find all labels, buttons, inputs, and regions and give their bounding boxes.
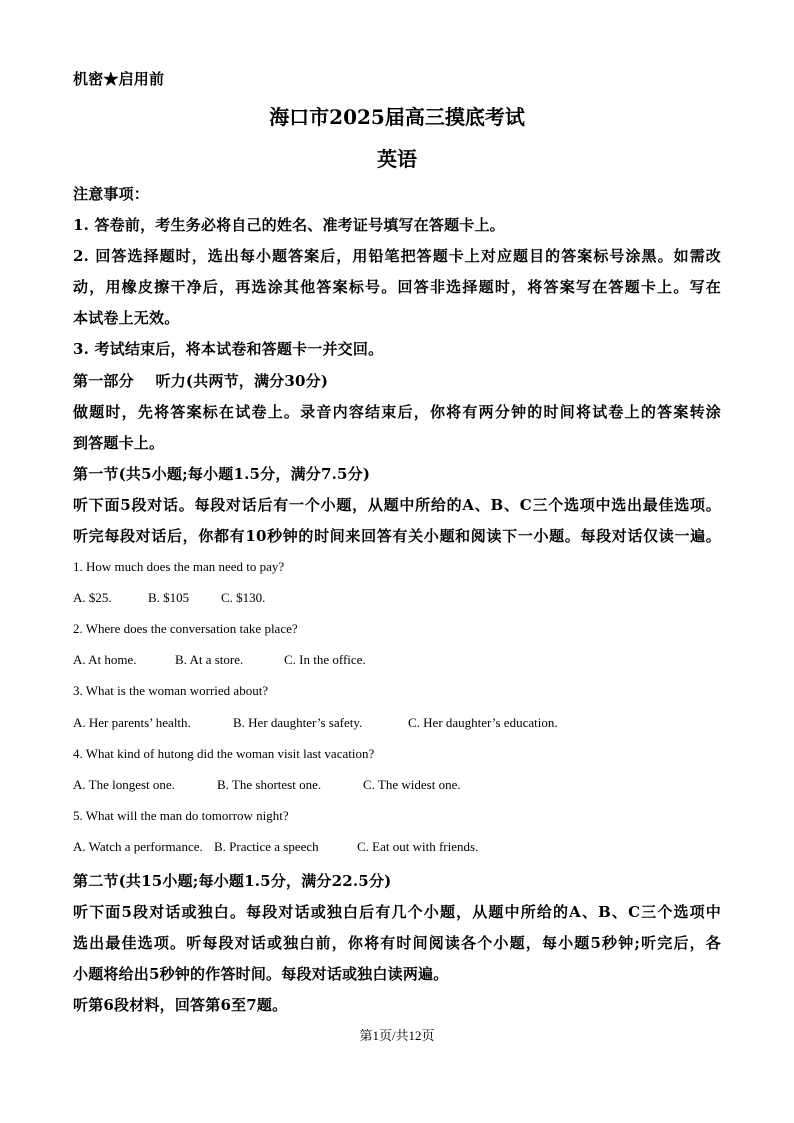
section-one-intro-line-1: 听下面5段对话。每段对话后有一个小题，从题中所给的A、B、C三个选项中选出最佳选项。 (73, 496, 721, 514)
question-1-option-b: B. $105 (148, 590, 190, 605)
part-one-intro-line-2: 到答题卡上。 (73, 434, 165, 452)
question-3-option-c: C. Her daughter’s education. (408, 715, 558, 730)
note-item-2-line-3: 本试卷上无效。 (73, 309, 180, 327)
question-4: 4. What kind of hutong did the woman visit last vacation? (73, 746, 375, 761)
question-3-option-b: B. Her daughter’s safety. (233, 715, 363, 730)
section-two-intro-line-3: 小题将给出5秒钟的作答时间。每段对话或独白读两遍。 (73, 965, 449, 983)
question-5-option-c: C. Eat out with friends. (357, 839, 479, 854)
subject-title: 英语 (377, 147, 417, 171)
part-one-intro-line-1: 做题时，先将答案标在试卷上。录音内容结束后，你将有两分钟的时间将试卷上的答案转涂 (73, 403, 721, 421)
question-3: 3. What is the woman worried about? (73, 683, 269, 698)
question-5-option-a: A. Watch a performance. (73, 839, 203, 854)
question-2-option-a: A. At home. (73, 652, 137, 667)
section-one-intro-line-2: 听完每段对话后，你都有10秒钟的时间来回答有关小题和阅读下一小题。每段对话仅读一遍。 (73, 527, 721, 545)
notes-heading: 注意事项： (73, 185, 150, 203)
confidential-label: 机密★启用前 (73, 70, 165, 88)
question-1-option-a: A. $25. (73, 590, 112, 605)
question-4-option-a: A. The longest one. (73, 777, 175, 792)
section-one-heading: 第一节(共5小题;每小题1.5分，满分7.5分) (73, 465, 371, 483)
section-two-heading: 第二节(共15小题;每小题1.5分，满分22.5分) (73, 872, 392, 890)
section-two-intro-line-2: 选出最佳选项。听每段对话或独白前，你将有时间阅读各个小题，每小题5秒钟;听完后，各 (73, 934, 721, 952)
question-2: 2. Where does the conversation take place? (73, 621, 298, 636)
question-5-option-b: B. Practice a speech (214, 839, 319, 854)
question-5: 5. What will the man do tomorrow night? (73, 808, 289, 823)
page-number: 第1页/共12页 (359, 1028, 435, 1043)
note-item-2-line-1: 2. 回答选择题时，选出每小题答案后，用铅笔把答题卡上对应题目的答案标号涂黑。如需改 (73, 247, 721, 265)
note-item-1: 1. 答卷前，考生务必将自己的姓名、准考证号填写在答题卡上。 (73, 216, 505, 234)
material-six-instruction: 听第6段材料，回答第6至7题。 (73, 996, 288, 1014)
section-two-intro-line-1: 听下面5段对话或独白。每段对话或独白后有几个小题，从题中所给的A、B、C三个选项中 (73, 903, 721, 921)
part-one-heading: 第一部分 听力(共两节，满分30分) (73, 372, 329, 390)
note-item-3: 3. 考试结束后，将本试卷和答题卡一并交回。 (73, 340, 384, 358)
question-3-option-a: A. Her parents’ health. (73, 715, 191, 730)
exam-title: 海口市2025届高三摸底考试 (269, 105, 525, 129)
question-1-option-c: C. $130. (221, 590, 266, 605)
note-item-2-line-2: 动，用橡皮擦干净后，再选涂其他答案标号。回答非选择题时，将答案写在答题卡上。写在 (73, 278, 721, 296)
question-1: 1. How much does the man need to pay? (73, 559, 285, 574)
question-2-option-b: B. At a store. (175, 652, 244, 667)
question-2-option-c: C. In the office. (284, 652, 366, 667)
question-4-option-b: B. The shortest one. (217, 777, 322, 792)
question-4-option-c: C. The widest one. (363, 777, 461, 792)
